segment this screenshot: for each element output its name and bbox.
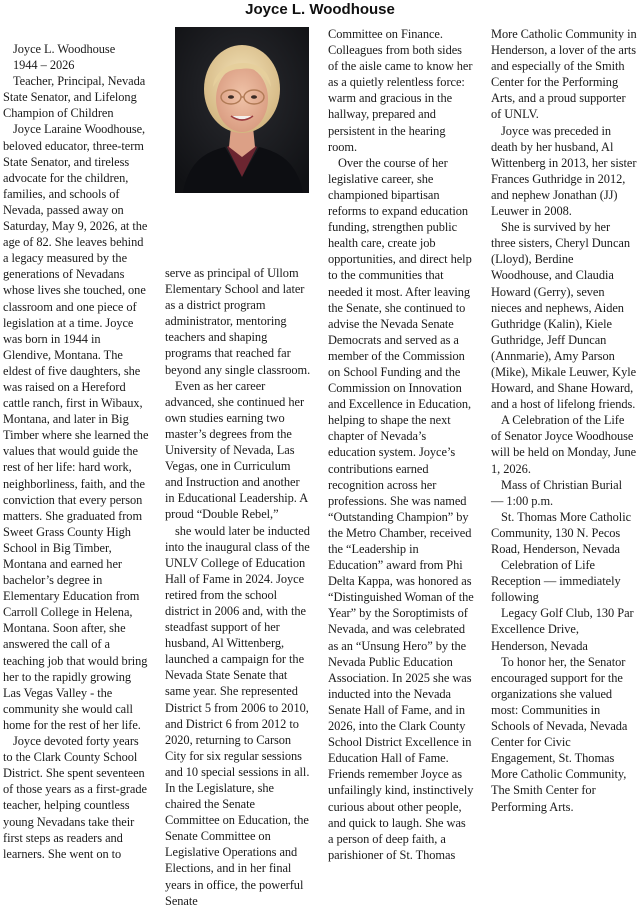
- paragraph: Joyce L. Woodhouse: [13, 42, 116, 56]
- paragraph: she would later be inducted into the inaugural class of the UNLV College of Education Hall of Fame in 2024. Joyce retired from the school district in 2006 and, with the steadfast support of her husband, Al Wittenberg, launched a campaign for the Nevada State Senate that same year. She represented District 5 from 2006 to 2010, and District 6 from 2012 to 2020, returning to Carson City for six regular sessions and 10 special sessions in all. In the Legislature, she chaired the Senate Committee on Education, the Senate Committee on Legislative Operations and Elections, and in her final years in office, the powerful Senate: [165, 523, 310, 908]
- paragraph: Celebration of Life Reception — immediately following: [491, 558, 621, 605]
- paragraph: Teacher, Principal, Nevada State Senator, and Lifelong Champion of Children: [3, 74, 146, 121]
- paragraph: Legacy Golf Club, 130 Par Excellence Drive, Henderson, Nevada: [491, 606, 634, 653]
- paragraph: Joyce devoted forty years to the Clark County School District. She spent seventeen of those years as a first-grade teacher, helping countless young Nevadans take their first steps as readers and learners. She went on to: [3, 734, 147, 861]
- paragraph: 1944 – 2026: [13, 58, 75, 73]
- paragraph: Committee on Finance. Colleagues from both sides of the aisle came to know her as a quietly relentless force: warm and gracious in the hallway, prepared and persistent in the hearing room.: [328, 27, 473, 154]
- paragraph: Joyce was preceded in death by her husband, Al Wittenberg in 2013, her sister Frances Guthridge in 2012, and nephew Jonathan (JJ) Leuwer in 2008.: [491, 123, 637, 219]
- paragraph: Mass of Christian Burial — 1:00 p.m.: [491, 477, 622, 508]
- paragraph: Even as her career advanced, she continued her own studies earning two master’s degrees from the University of Nevada, Las Vegas, one in Curriculum and Instruction and another in Educational Leadership. A proud “Double Rebel,”: [165, 378, 308, 522]
- paragraph: More Catholic Community in Henderson, a lover of the arts and especially of the Smith Center for the Performing Arts, and a proud supporter of UNLV.: [491, 27, 637, 122]
- column-3: [328, 26, 474, 863]
- paragraph: Over the course of her legislative career, she championed bipartisan reforms to expand education funding, strengthen public health care, create job opportunities, and direct help to the communities that needed it most. After leaving the Senate, she continued to advise the Nevada Senate Democrats and served as a member of the Commission on School Funding and the Commission on Innovation and Excellence in Education, helping to shape the next chapter of Nevada’s education system. Joyce’s contributions earned recognition across her professions. She was named “Outstanding Champion” by the Metro Chamber, received the “Leadership in Education” award from Phi Delta Kappa, was honored as “Distinguished Woman of the Year” by the Soroptimists of Nevada, and was celebrated as an “Unsung Hero” by the Nevada Public Education Association. In 2025 she was inducted into the Nevada Senate Hall of Fame, and in 2026, into the Clark County School District Excellence in Education Hall of Fame. Friends remember Joyce as unfailingly kind, instinctively curious about other people, and quick to laugh. She was a person of deep faith, a parishioner of St. Thomas: [328, 155, 474, 862]
- portrait-image: [175, 27, 309, 193]
- column-4: [491, 26, 637, 815]
- column-2: [165, 265, 311, 909]
- paragraph: serve as principal of Ullom Elementary School and later as a district program administrator, mentoring teachers and shaping programs that reached far beyond any single classroom.: [165, 266, 311, 377]
- column-1: [3, 41, 149, 862]
- paragraph: Joyce Laraine Woodhouse, beloved educator, three-term State Senator, and tireless advocate for the children, families, and schools of Nevada, passed away on Saturday, May 9, 2026, at the age of 82. She leaves behind a legacy measured by the generations of Nevadans whose lives she touched, one classroom and one piece of legislation at a time. Joyce was born in 1944 in Glendive, Montana. The eldest of five daughters, she was raised on a Hereford cattle ranch, first in Wibaux, Montana, and later in Big Timber where she learned the values that would guide the rest of her life: hard work, neighborliness, faith, and the conviction that every person matters. She graduated from Sweet Grass County High School in Big Timber, Montana and earned her bachelor’s degree in Elementary Education from Carroll College in Helena, Montana. Soon after, she answered the call of a teaching job that would bring her to the rapidly growing Las Vegas Valley - the community she would call home for the rest of her life.: [3, 122, 149, 732]
- paragraph: She is survived by her three sisters, Cheryl Duncan (Lloyd), Berdine Woodhouse, and Claudia Howard (Gerry), seven nieces and nephews, Aiden Guthridge (Kalin), Kiele Guthridge, Jeff Duncan (Annmarie), Amy Parson (Mike), Mikale Leuwer, Kyle Howard, and Shane Howard, and a host of lifelong friends.: [491, 220, 637, 412]
- paragraph: A Celebration of the Life of Senator Joyce Woodhouse will be held on Monday, June 1, 2026.: [491, 413, 637, 476]
- page-title: Joyce L. Woodhouse: [245, 1, 395, 18]
- portrait-photo: [175, 27, 309, 193]
- paragraph: To honor her, the Senator encouraged support for the organizations she valued most: Communities in Schools of Nevada, Nevada Center for Civic Engagement, St. Thomas More Catholic Community, The Smith Center for Performing Arts.: [491, 654, 628, 814]
- paragraph: St. Thomas More Catholic Community, 130 N. Pecos Road, Henderson, Nevada: [491, 509, 632, 556]
